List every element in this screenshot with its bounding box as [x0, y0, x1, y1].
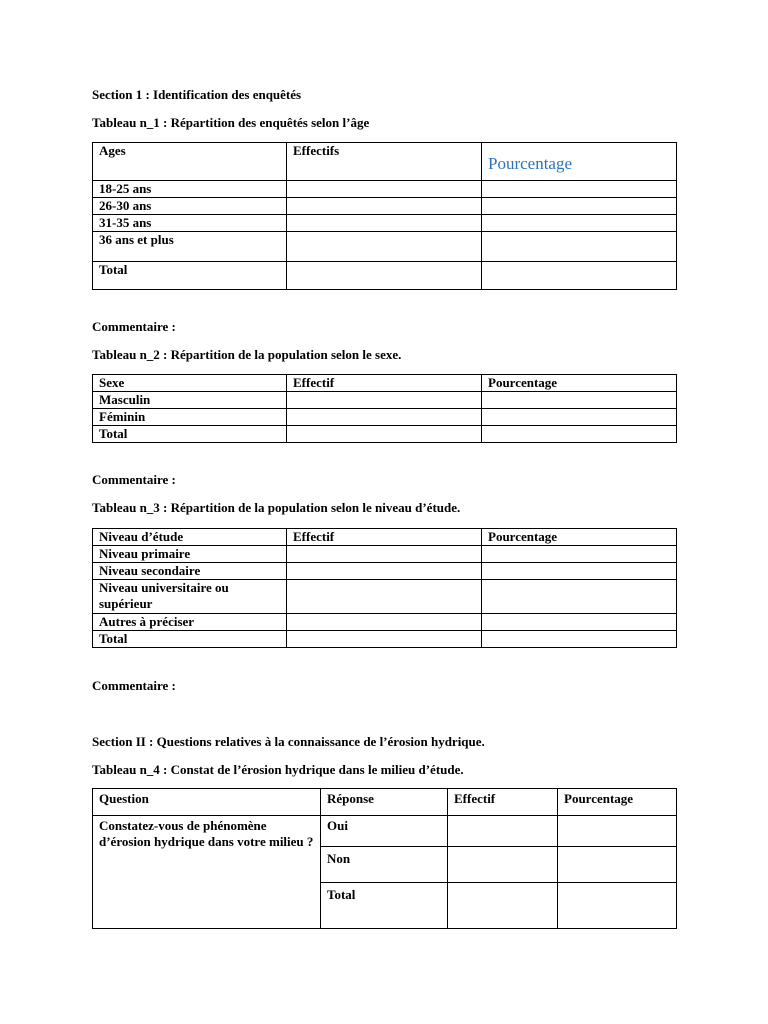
question-cell: Constatez-vous de phénomène d’érosion hydrique dans votre milieu ?	[93, 816, 321, 929]
empty-cell	[482, 198, 677, 215]
empty-cell	[448, 816, 558, 847]
empty-cell	[287, 181, 482, 198]
table-row	[93, 262, 677, 290]
table-4-caption: Tableau n_4 : Constat de l’érosion hydrique dans le milieu d’étude.	[92, 762, 464, 777]
header-cell: Effectif	[287, 375, 482, 392]
answer-label: Total	[321, 883, 448, 929]
empty-cell	[558, 883, 677, 929]
row-label: Total	[93, 426, 287, 443]
empty-cell	[287, 563, 482, 580]
empty-cell	[558, 816, 677, 847]
row-label: 36 ans et plus	[93, 232, 287, 262]
empty-cell	[287, 631, 482, 648]
empty-cell	[287, 580, 482, 614]
row-label: Niveau primaire	[93, 546, 287, 563]
empty-cell	[287, 546, 482, 563]
row-label: Autres à préciser	[93, 614, 287, 631]
table-sexe	[92, 374, 677, 443]
header-cell: Réponse	[321, 789, 448, 816]
empty-cell	[482, 563, 677, 580]
empty-cell	[482, 546, 677, 563]
header-cell: Ages	[93, 143, 287, 181]
table-header-row	[93, 789, 677, 816]
comment-1: Commentaire :	[92, 319, 176, 334]
empty-cell	[482, 580, 677, 614]
table-row	[93, 198, 677, 215]
table-niveau-etude	[92, 528, 677, 648]
header-cell: Effectif	[287, 529, 482, 546]
table-row	[93, 232, 677, 262]
empty-cell	[482, 614, 677, 631]
table-row	[93, 580, 677, 614]
answer-label: Oui	[321, 816, 448, 847]
table-2-caption: Tableau n_2 : Répartition de la population selon le sexe.	[92, 347, 402, 362]
table-3-caption: Tableau n_3 : Répartition de la population selon le niveau d’étude.	[92, 500, 461, 515]
row-label: Total	[93, 631, 287, 648]
percentage-header-text: Pourcentage	[488, 154, 573, 173]
empty-cell	[287, 426, 482, 443]
table-row	[93, 409, 677, 426]
row-label: 31-35 ans	[93, 215, 287, 232]
row-label: Niveau secondaire	[93, 563, 287, 580]
empty-cell	[287, 232, 482, 262]
empty-cell	[482, 232, 677, 262]
header-cell: Effectifs	[287, 143, 482, 181]
empty-cell	[448, 883, 558, 929]
row-label: Féminin	[93, 409, 287, 426]
empty-cell	[558, 847, 677, 883]
header-cell: Question	[93, 789, 321, 816]
row-label: 18-25 ans	[93, 181, 287, 198]
header-cell	[482, 143, 677, 181]
table-header-row	[93, 375, 677, 392]
comment-3: Commentaire :	[92, 678, 176, 693]
table-row	[93, 631, 677, 648]
empty-cell	[482, 392, 677, 409]
table-header-row	[93, 143, 677, 181]
row-label: 26-30 ans	[93, 198, 287, 215]
row-label: Niveau universitaire ou supérieur	[93, 580, 287, 614]
empty-cell	[482, 409, 677, 426]
row-label: Total	[93, 262, 287, 290]
empty-cell	[287, 614, 482, 631]
empty-cell	[482, 426, 677, 443]
answer-label: Non	[321, 847, 448, 883]
section-1-heading: Section 1 : Identification des enquêtés	[92, 87, 302, 102]
table-row	[93, 563, 677, 580]
table-row	[93, 816, 677, 847]
comment-2: Commentaire :	[92, 472, 176, 487]
table-row	[93, 546, 677, 563]
table-row	[93, 614, 677, 631]
table-erosion	[92, 788, 677, 929]
row-label: Masculin	[93, 392, 287, 409]
empty-cell	[287, 215, 482, 232]
empty-cell	[287, 262, 482, 290]
empty-cell	[482, 181, 677, 198]
table-age	[92, 142, 677, 290]
empty-cell	[482, 631, 677, 648]
empty-cell	[287, 198, 482, 215]
header-cell: Pourcentage	[482, 375, 677, 392]
header-cell: Sexe	[93, 375, 287, 392]
table-row	[93, 426, 677, 443]
empty-cell	[482, 262, 677, 290]
table-1-caption: Tableau n_1 : Répartition des enquêtés selon l’âge	[92, 115, 370, 130]
header-cell: Pourcentage	[558, 789, 677, 816]
empty-cell	[287, 392, 482, 409]
header-cell: Effectif	[448, 789, 558, 816]
table-row	[93, 215, 677, 232]
table-row	[93, 392, 677, 409]
section-2-heading: Section II : Questions relatives à la connaissance de l’érosion hydrique.	[92, 734, 485, 749]
table-row	[93, 181, 677, 198]
empty-cell	[287, 409, 482, 426]
empty-cell	[448, 847, 558, 883]
table-header-row	[93, 529, 677, 546]
header-cell: Niveau d’étude	[93, 529, 287, 546]
empty-cell	[482, 215, 677, 232]
header-cell: Pourcentage	[482, 529, 677, 546]
